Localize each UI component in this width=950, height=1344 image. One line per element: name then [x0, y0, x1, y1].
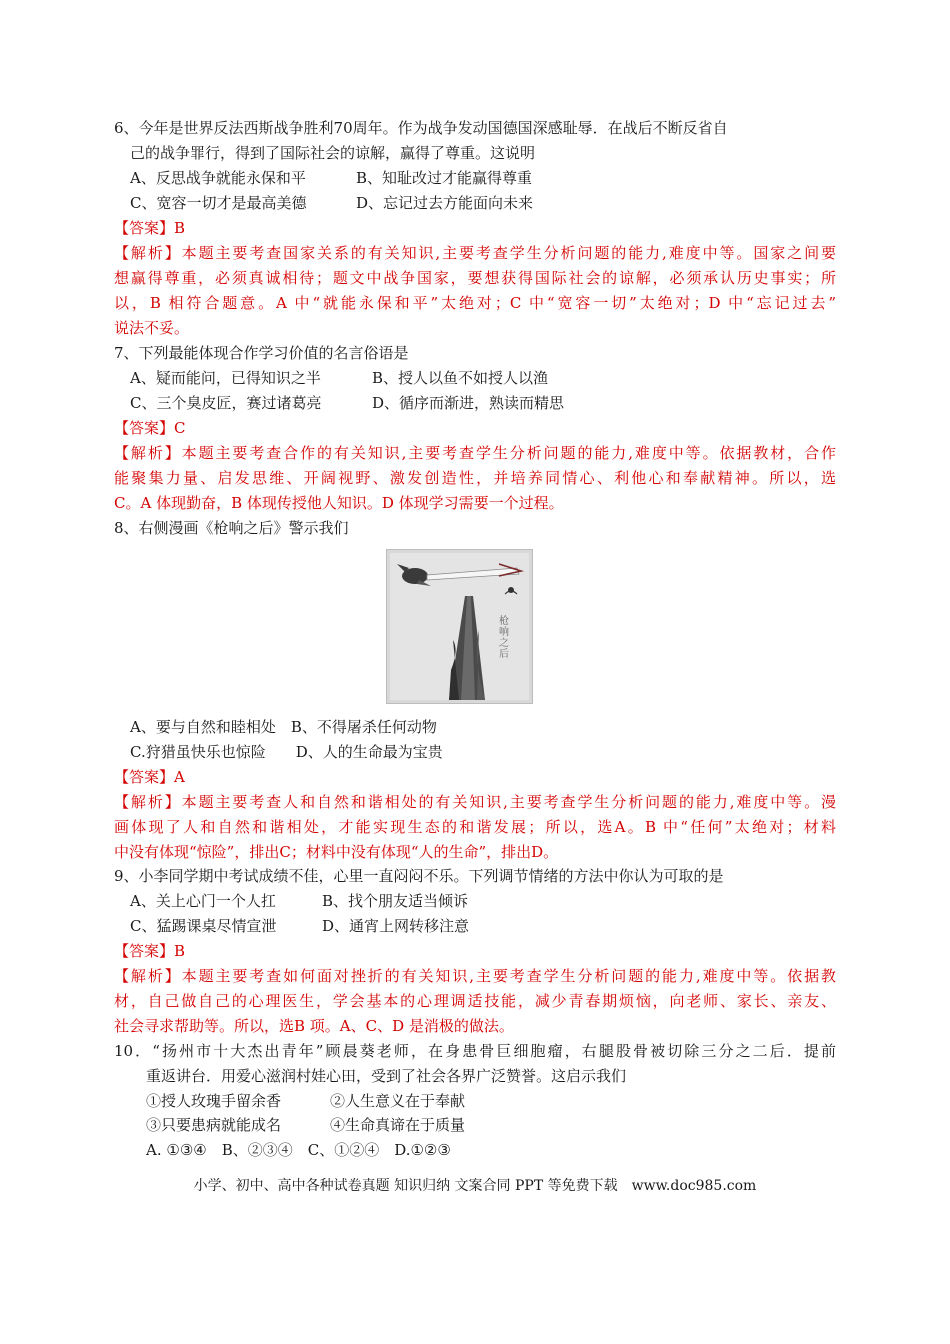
q10-item-3: ③只要患病就能成名 [146, 1116, 282, 1134]
q9-stem: 9、小李同学期中考试成绩不佳，心里一直闷闷不乐。下列调节情绪的方法中你认为可取的是 [114, 867, 724, 885]
q8-analysis-line3: 中没有体现“惊险”，排出C；材料中没有体现“人的生命”，排出D。 [114, 843, 559, 861]
q10-stem-line2: 重返讲台．用爱心滋润村娃心田，受到了社会各界广泛赞誉。这启示我们 [146, 1067, 627, 1085]
q6-analysis-line1: 【解析】本题主要考查国家关系的有关知识,主要考查学生分析问题的能力,难度中等。国家之间要 [114, 244, 836, 262]
q9-option-b: B、找个朋友适当倾诉 [322, 892, 469, 910]
cartoon-gunshot-aftermath [386, 549, 533, 704]
q6-analysis-line4: 说法不妥。 [114, 319, 190, 337]
q6-stem-line1: 6、今年是世界反法西斯战争胜利70周年。作为战争发动国德国深感耻辱．在战后不断反省自 [114, 119, 728, 137]
q6-option-a: A、反思战争就能永保和平 [130, 169, 306, 187]
q10-item-1: ①授人玫瑰手留余香 [146, 1092, 282, 1110]
q7-analysis-line1: 【解析】本题主要考查合作的有关知识,主要考查学生分析问题的能力,难度中等。依据教材，合作 [114, 444, 836, 462]
q9-option-a: A、关上心门一个人扛 [130, 892, 276, 910]
q9-option-c: C、猛踢课桌尽情宣泄 [130, 917, 277, 935]
q6-analysis-line2: 想赢得尊重，必须真诚相待；题文中战争国家，要想获得国际社会的谅解，必须承认历史事实；所 [114, 269, 836, 287]
q8-analysis-line2: 画体现了人和自然和谐相处，才能实现生态的和谐发展；所以，选A。B 中“任何”太绝对；材料 [114, 818, 836, 836]
q8-answer: 【答案】A [114, 768, 185, 786]
q9-option-d: D、通宵上网转移注意 [322, 917, 470, 935]
q6-option-d: D、忘记过去方能面向未来 [356, 194, 534, 212]
q7-analysis-line2: 能聚集力量、启发思维、开阔视野、激发创造性，并培养同情心、利他心和奉献精神。所以，选 [114, 469, 836, 487]
q8-options-ab: A、要与自然和睦相处 B、不得屠杀任何动物 [130, 718, 437, 736]
q10-item-2: ②人生意义在于奉献 [330, 1092, 466, 1110]
q8-stem: 8、右侧漫画《枪响之后》警示我们 [114, 519, 349, 537]
q6-analysis-line3: 以，B 相符合题意。A 中“就能永保和平”太绝对；C 中“宽容一切”太绝对；D 中“忘记过去” [114, 294, 836, 312]
q7-option-b: B、授人以鱼不如授人以渔 [372, 369, 549, 387]
q7-option-c: C、三个臭皮匠，赛过诸葛亮 [130, 394, 322, 412]
q6-option-c: C、宽容一切才是最高美德 [130, 194, 307, 212]
q10-stem-line1: 10．“扬州市十大杰出青年”顾晨葵老师，在身患骨巨细胞瘤，右腿股骨被切除三分之二后．提前 [114, 1042, 836, 1060]
page-footer: 小学、初中、高中各种试卷真题 知识归纳 文案合同 PPT 等免费下载 www.doc985.com [193, 1178, 757, 1194]
q9-analysis-line2: 材，自己做自己的心理医生，学会基本的心理调适技能，减少青春期烦恼，向老师、家长、亲友、 [114, 992, 836, 1010]
q10-item-4: ④生命真谛在于质量 [330, 1116, 466, 1134]
q9-answer: 【答案】B [114, 942, 186, 960]
q8-analysis-line1: 【解析】本题主要考查人和自然和谐相处的有关知识,主要考查学生分析问题的能力,难度中等。漫 [114, 793, 836, 811]
q7-option-a: A、疑而能问，已得知识之半 [130, 369, 321, 387]
q6-stem-line2: 己的战争罪行，得到了国际社会的谅解，赢得了尊重。这说明 [130, 144, 536, 162]
q9-analysis-line1: 【解析】本题主要考查如何面对挫折的有关知识,主要考查学生分析问题的能力,难度中等。依据教 [114, 967, 836, 985]
q7-option-d: D、循序而渐进，熟读而精思 [372, 394, 565, 412]
q7-answer: 【答案】C [114, 419, 186, 437]
q8-options-cd: C.狩猎虽快乐也惊险 D、人的生命最为宝贵 [130, 743, 443, 761]
q6-option-b: B、知耻改过才能赢得尊重 [356, 169, 533, 187]
q10-choices: A. ①③④ B、②③④ C、①②④ D.①②③ [146, 1141, 451, 1159]
q9-analysis-line3: 社会寻求帮助等。所以，选B 项。A、C、D 是消极的做法。 [114, 1017, 514, 1035]
q6-answer: 【答案】B [114, 219, 186, 237]
q7-analysis-line3: C。A 体现勤奋，B 体现传授他人知识。D 体现学习需要一个过程。 [114, 494, 564, 512]
cartoon-title-vertical: 枪响之后 [499, 616, 509, 660]
q7-stem: 7、下列最能体现合作学习价值的名言俗语是 [114, 344, 409, 362]
